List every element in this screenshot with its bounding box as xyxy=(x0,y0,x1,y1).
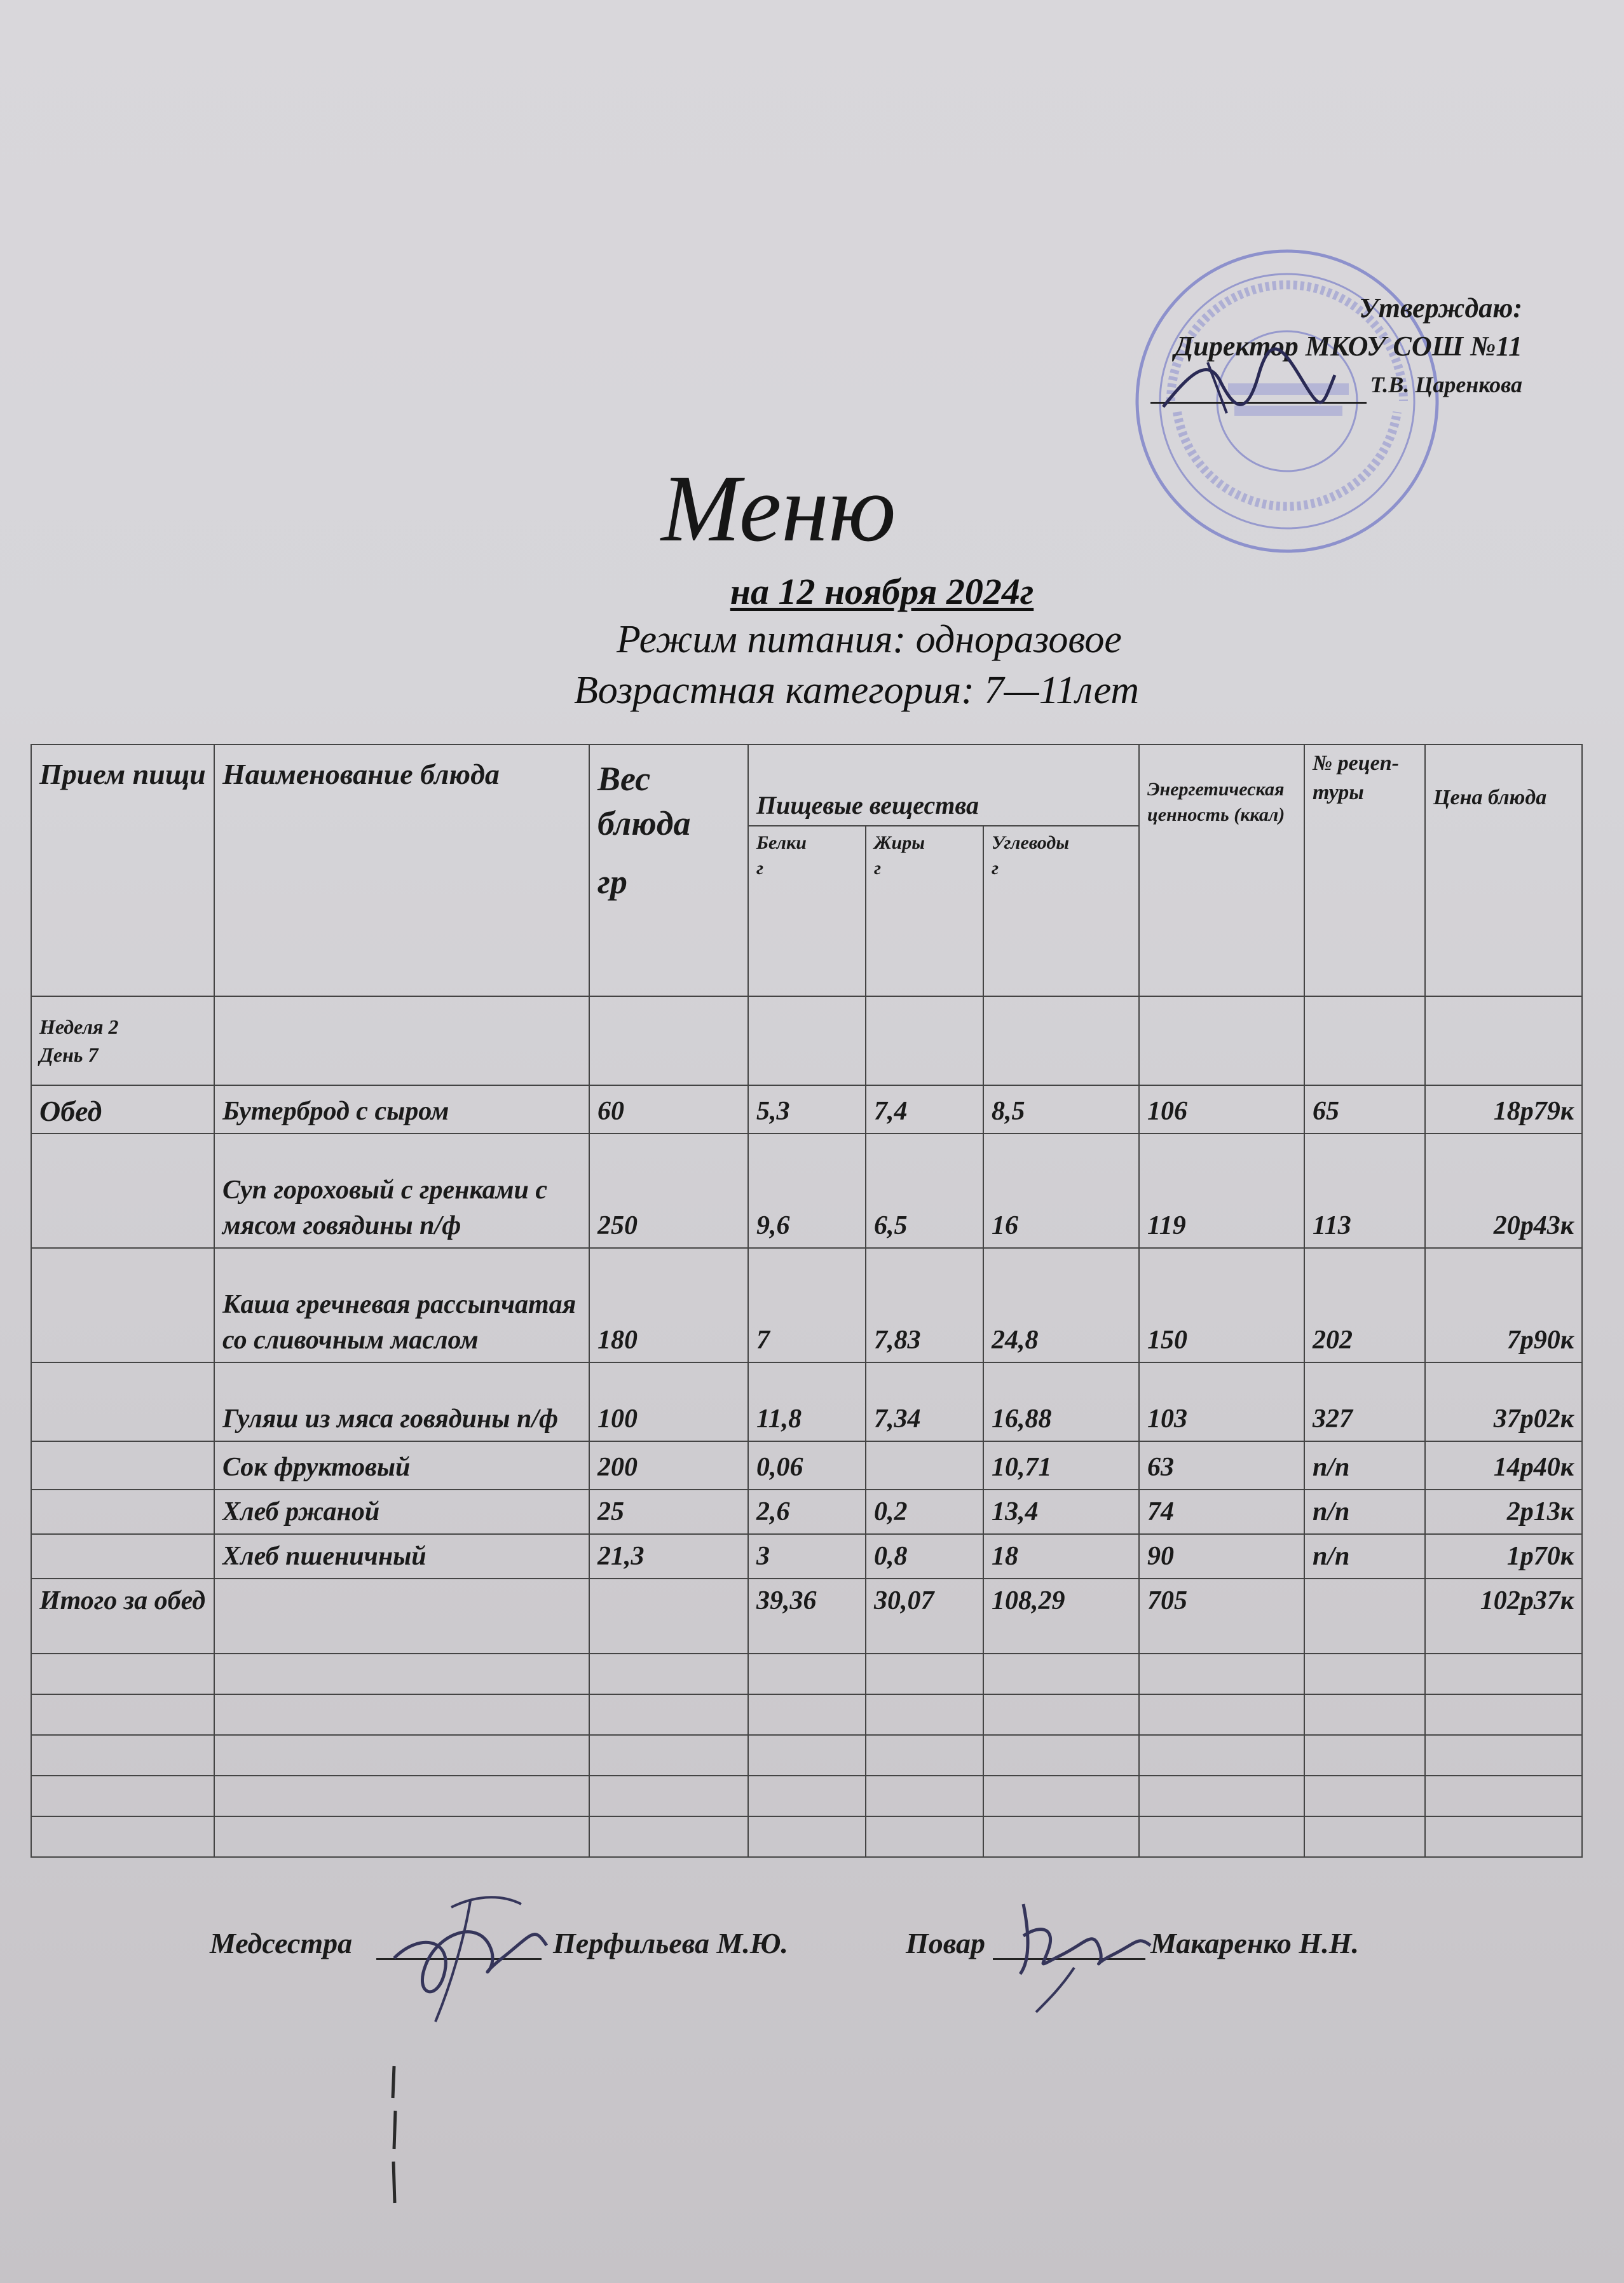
dish-recipe: п/п xyxy=(1304,1534,1425,1579)
dish-energy: 63 xyxy=(1139,1441,1304,1490)
dish-carbs: 16 xyxy=(983,1134,1139,1248)
dish-fat: 0,8 xyxy=(866,1534,983,1579)
dish-price: 2р13к xyxy=(1425,1490,1582,1534)
header-weight-unit: гр xyxy=(597,863,627,901)
menu-table xyxy=(31,744,1583,1858)
empty-row xyxy=(31,1816,1582,1857)
dish-price: 20р43к xyxy=(1425,1134,1582,1248)
empty-row xyxy=(31,1776,1582,1816)
nurse-name: Перфильева М.Ю. xyxy=(553,1927,788,1959)
dish-price: 7р90к xyxy=(1425,1248,1582,1362)
dish-weight: 200 xyxy=(589,1441,748,1490)
nurse-signature xyxy=(375,1875,566,2028)
dish-energy: 103 xyxy=(1139,1362,1304,1441)
header-meal: Прием пищи xyxy=(31,744,214,996)
meal-name: Обед xyxy=(31,1085,214,1134)
dish-carbs: 24,8 xyxy=(983,1248,1139,1362)
approval-line-2: Директор МКОУ СОШ №11 xyxy=(1174,331,1522,362)
dish-name: Хлеб пшеничный xyxy=(214,1534,589,1579)
dish-weight: 60 xyxy=(589,1085,748,1134)
header-protein-unit: г xyxy=(756,858,764,879)
dish-recipe: 65 xyxy=(1304,1085,1425,1134)
header-dish: Наименование блюда xyxy=(214,744,589,996)
total-fat: 30,07 xyxy=(866,1579,983,1654)
dish-weight: 250 xyxy=(589,1134,748,1248)
header-protein-label: Белки xyxy=(756,832,807,853)
dish-protein: 3 xyxy=(748,1534,866,1579)
dish-energy: 106 xyxy=(1139,1085,1304,1134)
dish-price: 1р70к xyxy=(1425,1534,1582,1579)
dish-carbs: 16,88 xyxy=(983,1362,1139,1441)
dish-fat: 6,5 xyxy=(866,1134,983,1248)
dish-energy: 150 xyxy=(1139,1248,1304,1362)
dish-recipe: п/п xyxy=(1304,1441,1425,1490)
dish-carbs: 10,71 xyxy=(983,1441,1139,1490)
week-day-row xyxy=(31,996,1582,1085)
dish-price: 18р79к xyxy=(1425,1085,1582,1134)
header-recipe: № рецеп-туры xyxy=(1304,744,1425,996)
dish-recipe: 202 xyxy=(1304,1248,1425,1362)
header-nutrients: Пищевые вещества xyxy=(748,744,1139,826)
dish-carbs: 13,4 xyxy=(983,1490,1139,1534)
dish-name: Суп гороховый с гренками с мясом говядины п/ф xyxy=(214,1134,589,1248)
empty-row xyxy=(31,1735,1582,1776)
table-row xyxy=(31,1490,1582,1534)
header-fat-unit: г xyxy=(874,858,882,879)
header-carbs xyxy=(983,826,1139,996)
dish-carbs: 8,5 xyxy=(983,1085,1139,1134)
dish-weight: 100 xyxy=(589,1362,748,1441)
dish-weight: 21,3 xyxy=(589,1534,748,1579)
table-row xyxy=(31,1441,1582,1490)
dish-energy: 74 xyxy=(1139,1490,1304,1534)
week-day-cell xyxy=(31,996,214,1085)
header-fat xyxy=(866,826,983,996)
header-carbs-unit: г xyxy=(992,858,999,879)
total-label: Итого за обед xyxy=(31,1579,214,1654)
dish-name: Сок фруктовый xyxy=(214,1441,589,1490)
dish-protein: 9,6 xyxy=(748,1134,866,1248)
dish-protein: 7 xyxy=(748,1248,866,1362)
total-price: 102р37к xyxy=(1425,1579,1582,1654)
empty-row xyxy=(31,1694,1582,1735)
dish-name: Каша гречневая рассыпчатая со сливочным маслом xyxy=(214,1248,589,1362)
dish-name: Хлеб ржаной xyxy=(214,1490,589,1534)
feeding-mode: Режим питания: одноразовое xyxy=(617,618,1122,661)
total-row xyxy=(31,1579,1582,1654)
table-row xyxy=(31,1248,1582,1362)
dish-protein: 2,6 xyxy=(748,1490,866,1534)
dish-fat: 0,2 xyxy=(866,1490,983,1534)
dish-carbs: 18 xyxy=(983,1534,1139,1579)
table-row xyxy=(31,1534,1582,1579)
dish-fat: 7,34 xyxy=(866,1362,983,1441)
header-carbs-label: Углеводы xyxy=(992,832,1070,853)
director-name: Т.В. Царенкова xyxy=(1370,372,1522,397)
week-label: Неделя 2 xyxy=(39,1015,119,1038)
header-protein xyxy=(748,826,866,996)
dish-price: 37р02к xyxy=(1425,1362,1582,1441)
page-title: Меню xyxy=(661,456,896,561)
total-carbs: 108,29 xyxy=(983,1579,1139,1654)
dish-weight: 180 xyxy=(589,1248,748,1362)
nurse-label: Медсестра xyxy=(210,1927,353,1959)
table-row xyxy=(31,1362,1582,1441)
header-weight xyxy=(589,744,748,996)
header-weight-label: Вес блюда xyxy=(597,760,691,842)
dish-fat: 7,4 xyxy=(866,1085,983,1134)
dish-protein: 11,8 xyxy=(748,1362,866,1441)
dish-price: 14р40к xyxy=(1425,1441,1582,1490)
header-energy: Энергетическая ценность (ккал) xyxy=(1139,744,1304,996)
dish-energy: 119 xyxy=(1139,1134,1304,1248)
day-label: День 7 xyxy=(39,1043,99,1066)
dish-recipe: 113 xyxy=(1304,1134,1425,1248)
dish-name: Бутерброд с сыром xyxy=(214,1085,589,1134)
dish-protein: 5,3 xyxy=(748,1085,866,1134)
approval-line-1: Утверждаю: xyxy=(1359,292,1522,324)
table-row xyxy=(31,1085,1582,1134)
header-fat-label: Жиры xyxy=(874,832,925,853)
director-signature xyxy=(1150,337,1341,432)
dish-protein: 0,06 xyxy=(748,1441,866,1490)
age-category: Возрастная категория: 7—11лет xyxy=(573,669,1140,712)
empty-row xyxy=(31,1654,1582,1694)
cook-signature xyxy=(998,1879,1163,2019)
dish-fat xyxy=(866,1441,983,1490)
cook-name: Макаренко Н.Н. xyxy=(1150,1927,1359,1959)
total-energy: 705 xyxy=(1139,1579,1304,1654)
dish-weight: 25 xyxy=(589,1490,748,1534)
header-price: Цена блюда xyxy=(1425,744,1582,996)
menu-date: на 12 ноября 2024г xyxy=(730,571,1034,612)
total-protein: 39,36 xyxy=(748,1579,866,1654)
dish-recipe: 327 xyxy=(1304,1362,1425,1441)
dish-name: Гуляш из мяса говядины п/ф xyxy=(214,1362,589,1441)
pen-mark xyxy=(381,2060,407,2212)
dish-recipe: п/п xyxy=(1304,1490,1425,1534)
table-row xyxy=(31,1134,1582,1248)
dish-fat: 7,83 xyxy=(866,1248,983,1362)
cook-label: Повар xyxy=(906,1927,986,1959)
dish-energy: 90 xyxy=(1139,1534,1304,1579)
